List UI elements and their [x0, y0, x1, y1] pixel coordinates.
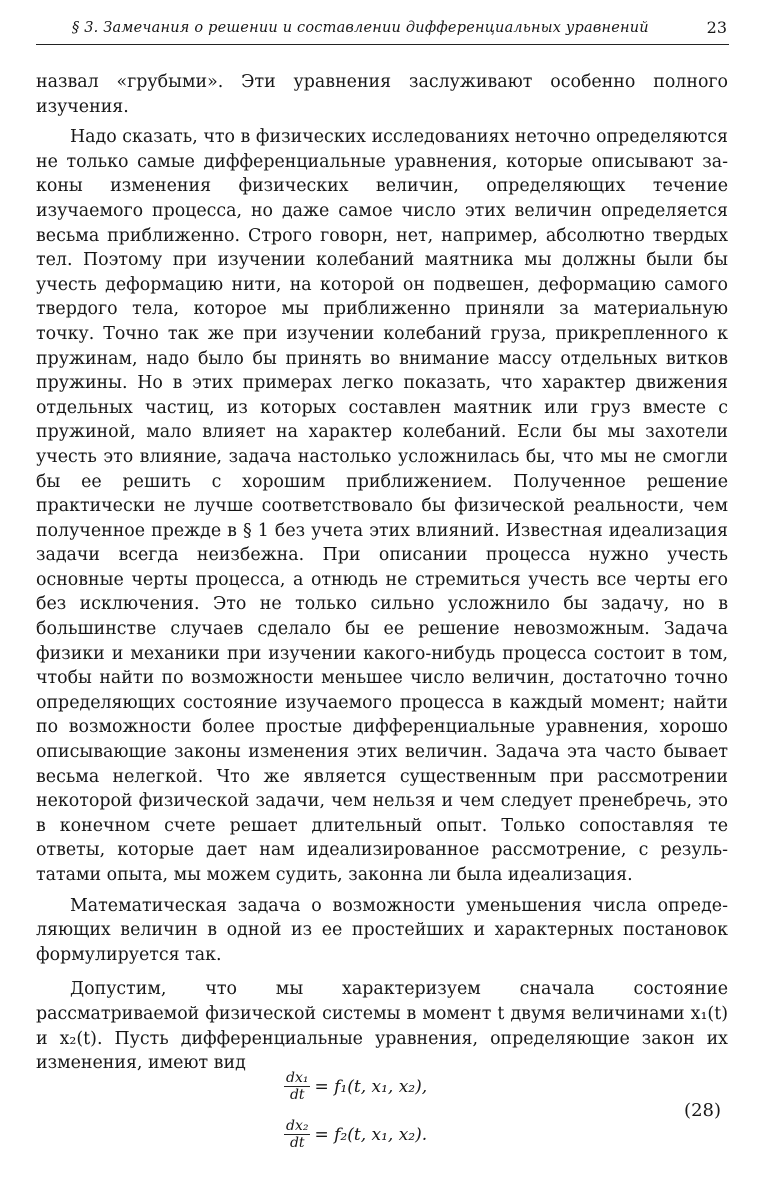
header-title: § 3. Замечания о решении и составлении дифференциальных уравнений	[72, 20, 649, 36]
fraction-denominator: dt	[289, 1087, 305, 1103]
paragraph-continuation: назвал «грубыми». Эти уравнения заслуживают особенно полного изучения.	[36, 72, 728, 117]
derivative-fraction	[284, 1118, 310, 1151]
running-header	[36, 16, 729, 45]
equation-rhs: = f₁(t, x₁, x₂),	[314, 1076, 428, 1097]
body-text	[36, 70, 728, 1076]
equation-system	[0, 1068, 761, 1168]
fraction-numerator: dx₁	[286, 1070, 309, 1086]
fraction-numerator: dx₂	[286, 1118, 309, 1134]
equation-2	[284, 1118, 427, 1151]
derivative-fraction	[284, 1070, 310, 1103]
paragraph: Допустим, что мы характеризуем сначала состояние рассматриваемой физической системы в момент t двумя величинами x₁(t) и x₂(t). Пусть дифференциальные уравнения, определяющие закон их изменения, имеют вид	[36, 979, 728, 1074]
equation-rhs: = f₂(t, x₁, x₂).	[314, 1124, 428, 1145]
paragraph: Математическая задача о возможности уменьшения числа определяющих величин в одной из ее простейших и характерных постановок формулируется так.	[36, 895, 728, 965]
paragraph: Надо сказать, что в физических исследованиях неточно определяются не только самые дифференциальные уравнения, которые описывают законы изменения физических величин, определяющих течение изучаемого процесса, но даже самое число этих величин определяется весьма приближенно. Строго говорн, нет, например, абсолютно твердых тел. Поэтому при изучении колебаний маятника мы должны были бы учесть деформацию нити, на которой он подвешен, деформацию самого твердого тела, которое мы приближенно приняли за материальную точку. Точно так же при изучении колебаний груза, прикрепленного к пружинам, надо было бы принять во внимание массу отдельных витков пружины. Но в этих примерах легко показать, что характер движения отдельных частиц, из которых составлен маятник или груз вместе с пружиной, мало влияет на характер колебаний. Если бы мы захотели учесть это влияние, задача настолько усложнилась бы, что мы не смогли бы ее решить с хорошим приближением. Полученное решение практически не лучше соответствовало бы физической реальности, чем полученное прежде в § 1 без учета этих влияний. Известная идеализация задачи всегда неизбежна. При описании процесса нужно учесть основные черты процесса, а отнюдь не стремиться учесть все черты его без исключения. Это не только сильно усложнило бы задачу, но в большинстве случаев сделало бы ее решение невозможным. Задача физики и механики при изучении какого-нибудь процесса состоит в том, чтобы найти по возможности меньшее число величин, достаточно точно определяющих состояние изучаемого процесса в каждый момент; найти по возможности более простые дифференциальные уравнения, хорошо описывающие законы изменения этих величин. Задача эта часто бывает весьма нелегкой. Что же является существенным при рассмотрении некоторой физической задачи, чем нельзя и чем следует пренебречь, это в конечном счете решает длительный опыт. Только сопоставляя те ответы, которые дает нам идеализированное рассмотрение, с результатами опыта, мы можем судить, законна ли была идеализация.	[36, 127, 728, 885]
page-number: 23	[706, 18, 727, 37]
equation-number: (28)	[684, 1100, 721, 1121]
equation-1	[284, 1070, 427, 1103]
fraction-denominator: dt	[289, 1135, 305, 1151]
